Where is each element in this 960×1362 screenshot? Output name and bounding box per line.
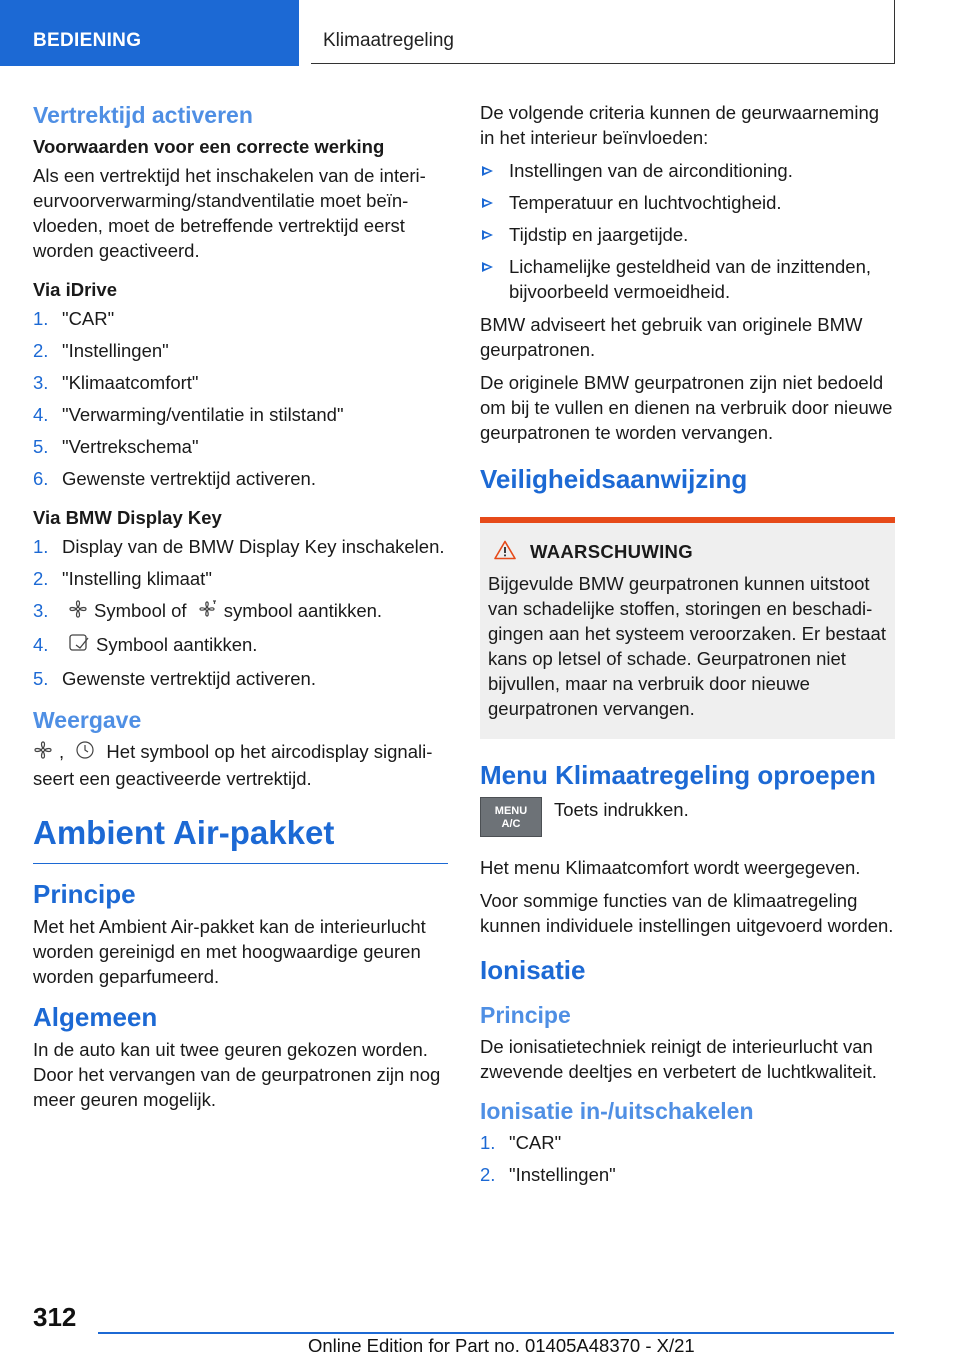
warning-box bbox=[480, 517, 895, 739]
criteria-list bbox=[480, 158, 895, 304]
paragraph-weergave: , Het symbool op het aircodisplay signaliseert een geactiveerde vertrektijd. bbox=[33, 741, 433, 790]
fan-clock-icon bbox=[198, 599, 218, 625]
list-item: 5. "Vertrekschema" bbox=[33, 436, 199, 457]
list-item: 1. "CAR" bbox=[480, 1132, 562, 1153]
bullet-arrow-icon bbox=[482, 230, 493, 240]
list-item: 4. Symbool aantikken. bbox=[33, 632, 448, 659]
menu-ac-button-icon: MENU A/C bbox=[480, 797, 542, 837]
heading-principe-ionisatie: Principe bbox=[480, 1002, 571, 1028]
heading-principe: Principe bbox=[33, 879, 136, 910]
bullet-arrow-icon bbox=[482, 166, 493, 176]
display-key-steps bbox=[33, 534, 448, 691]
paragraph-algemeen: In de auto kan uit twee geuren gekozen worden. Door het vervangen van de geurpatronen zijn nog meer geuren mogelijk. bbox=[33, 1039, 441, 1111]
heading-menu-klimaat: Menu Klimaatregeling oproepen bbox=[480, 760, 876, 790]
list-item: Instellingen van de airconditioning. bbox=[480, 158, 895, 183]
list-item: 6. Gewenste vertrektijd activeren. bbox=[33, 468, 316, 489]
paragraph-menu2: Voor sommige functies van de klimaatregeling kunnen individuele instellingen uitgevoerd worden. bbox=[480, 890, 894, 936]
subheading-display-key: Via BMW Display Key bbox=[33, 507, 222, 528]
section-label: BEDIENING bbox=[33, 30, 142, 51]
fan-icon bbox=[68, 599, 88, 625]
list-item: 2. "Instelling klimaat" bbox=[33, 568, 212, 589]
list-item: 2. "Instellingen" bbox=[480, 1164, 616, 1185]
list-item: 3. Symbool of symbool aantikken. bbox=[33, 598, 448, 625]
heading-weergave: Weergave bbox=[33, 707, 142, 734]
bullet-arrow-icon bbox=[482, 198, 493, 208]
heading-ionisatie-schakelen: Ionisatie in-/uitschakelen bbox=[480, 1098, 754, 1124]
list-item: 1. Display van de BMW Display Key inschakelen. bbox=[33, 536, 445, 557]
paragraph-origineel: De originele BMW geurpatronen zijn niet bedoeld om bij te vullen en dienen na verbruik door nieuwe geurpatronen te worden vervangen. bbox=[480, 372, 893, 443]
menu-ac-row bbox=[480, 797, 895, 845]
warning-triangle-icon bbox=[494, 540, 516, 560]
subheading-idrive: Via iDrive bbox=[33, 279, 117, 300]
list-item: Tijdstip en jaargetijde. bbox=[480, 222, 895, 247]
heading-ambient-air: Ambient Air-pakket bbox=[33, 813, 448, 864]
list-item: 3. "Klimaatcomfort" bbox=[33, 372, 199, 393]
list-item: Temperatuur en luchtvochtigheid. bbox=[480, 190, 895, 215]
warning-title: WAARSCHUWING bbox=[488, 541, 887, 563]
paragraph-voorwaarden: Als een vertrektijd het inschakelen van de interieurvoorverwarming/standventilatie moet beïnvloeden, moet de betreffende vertrektijd eerst worden geactiveerd. bbox=[33, 165, 426, 261]
chapter-label: Klimaatregeling bbox=[323, 30, 454, 51]
checkbox-icon bbox=[68, 633, 90, 659]
subheading-voorwaarden: Voorwaarden voor een correcte werking bbox=[33, 136, 385, 157]
left-column bbox=[33, 100, 448, 1120]
warning-text: Bijgevulde BMW geurpatronen kunnen uitstoot van schadelijke stoffen, storingen en beschadigingen aan het systeem veroorzaken. Er bestaat kans op letsel of schade. Geurpatronen niet bijvullen, maar na verbruik door nieuwe geurpatronen vervangen. bbox=[488, 573, 886, 719]
paragraph-principe: Met het Ambient Air-pakket kan de interieurlucht worden gereinigd en met hoogwaardige geuren worden geparfumeerd. bbox=[33, 916, 426, 988]
list-item: 5. Gewenste vertrektijd activeren. bbox=[33, 668, 316, 690]
list-item: 2. "Instellingen" bbox=[33, 340, 169, 361]
footer-divider bbox=[98, 1332, 894, 1334]
heading-vertrektijd: Vertrektijd activeren bbox=[33, 102, 253, 128]
paragraph-advies: BMW adviseert het gebruik van originele BMW geurpatronen. bbox=[480, 314, 863, 360]
list-item: Lichamelijke gesteldheid van de inzittenden, bijvoorbeeld vermoeidheid. bbox=[480, 254, 895, 304]
list-item: 4. "Verwarming/ventilatie in stilstand" bbox=[33, 404, 344, 425]
chapter-tab bbox=[311, 0, 895, 64]
paragraph-toets: Toets indrukken. bbox=[554, 799, 689, 820]
list-item: 1. "CAR" bbox=[33, 308, 115, 329]
paragraph-menu1: Het menu Klimaatcomfort wordt weergegeven. bbox=[480, 857, 861, 878]
bullet-arrow-icon bbox=[482, 262, 493, 272]
clock-icon bbox=[75, 740, 95, 766]
idrive-steps bbox=[33, 306, 448, 491]
right-column bbox=[480, 100, 895, 1197]
fan-icon bbox=[33, 740, 53, 766]
heading-veiligheid: Veiligheidsaanwijzing bbox=[480, 464, 748, 494]
page-number: 312 bbox=[33, 1302, 77, 1332]
section-tab bbox=[0, 0, 299, 66]
paragraph-ionisatie: De ionisatietechniek reinigt de interieurlucht van zwevende deeltjes en verbetert de luchtkwaliteit. bbox=[480, 1036, 877, 1082]
heading-algemeen: Algemeen bbox=[33, 1002, 158, 1033]
heading-ionisatie: Ionisatie bbox=[480, 955, 586, 985]
ionisatie-steps bbox=[480, 1130, 895, 1187]
paragraph-criteria: De volgende criteria kunnen de geurwaarneming in het interieur beïnvloeden: bbox=[480, 102, 880, 148]
footer-edition: Online Edition for Part no. 01405A48370 - X/21 bbox=[308, 1335, 695, 1356]
